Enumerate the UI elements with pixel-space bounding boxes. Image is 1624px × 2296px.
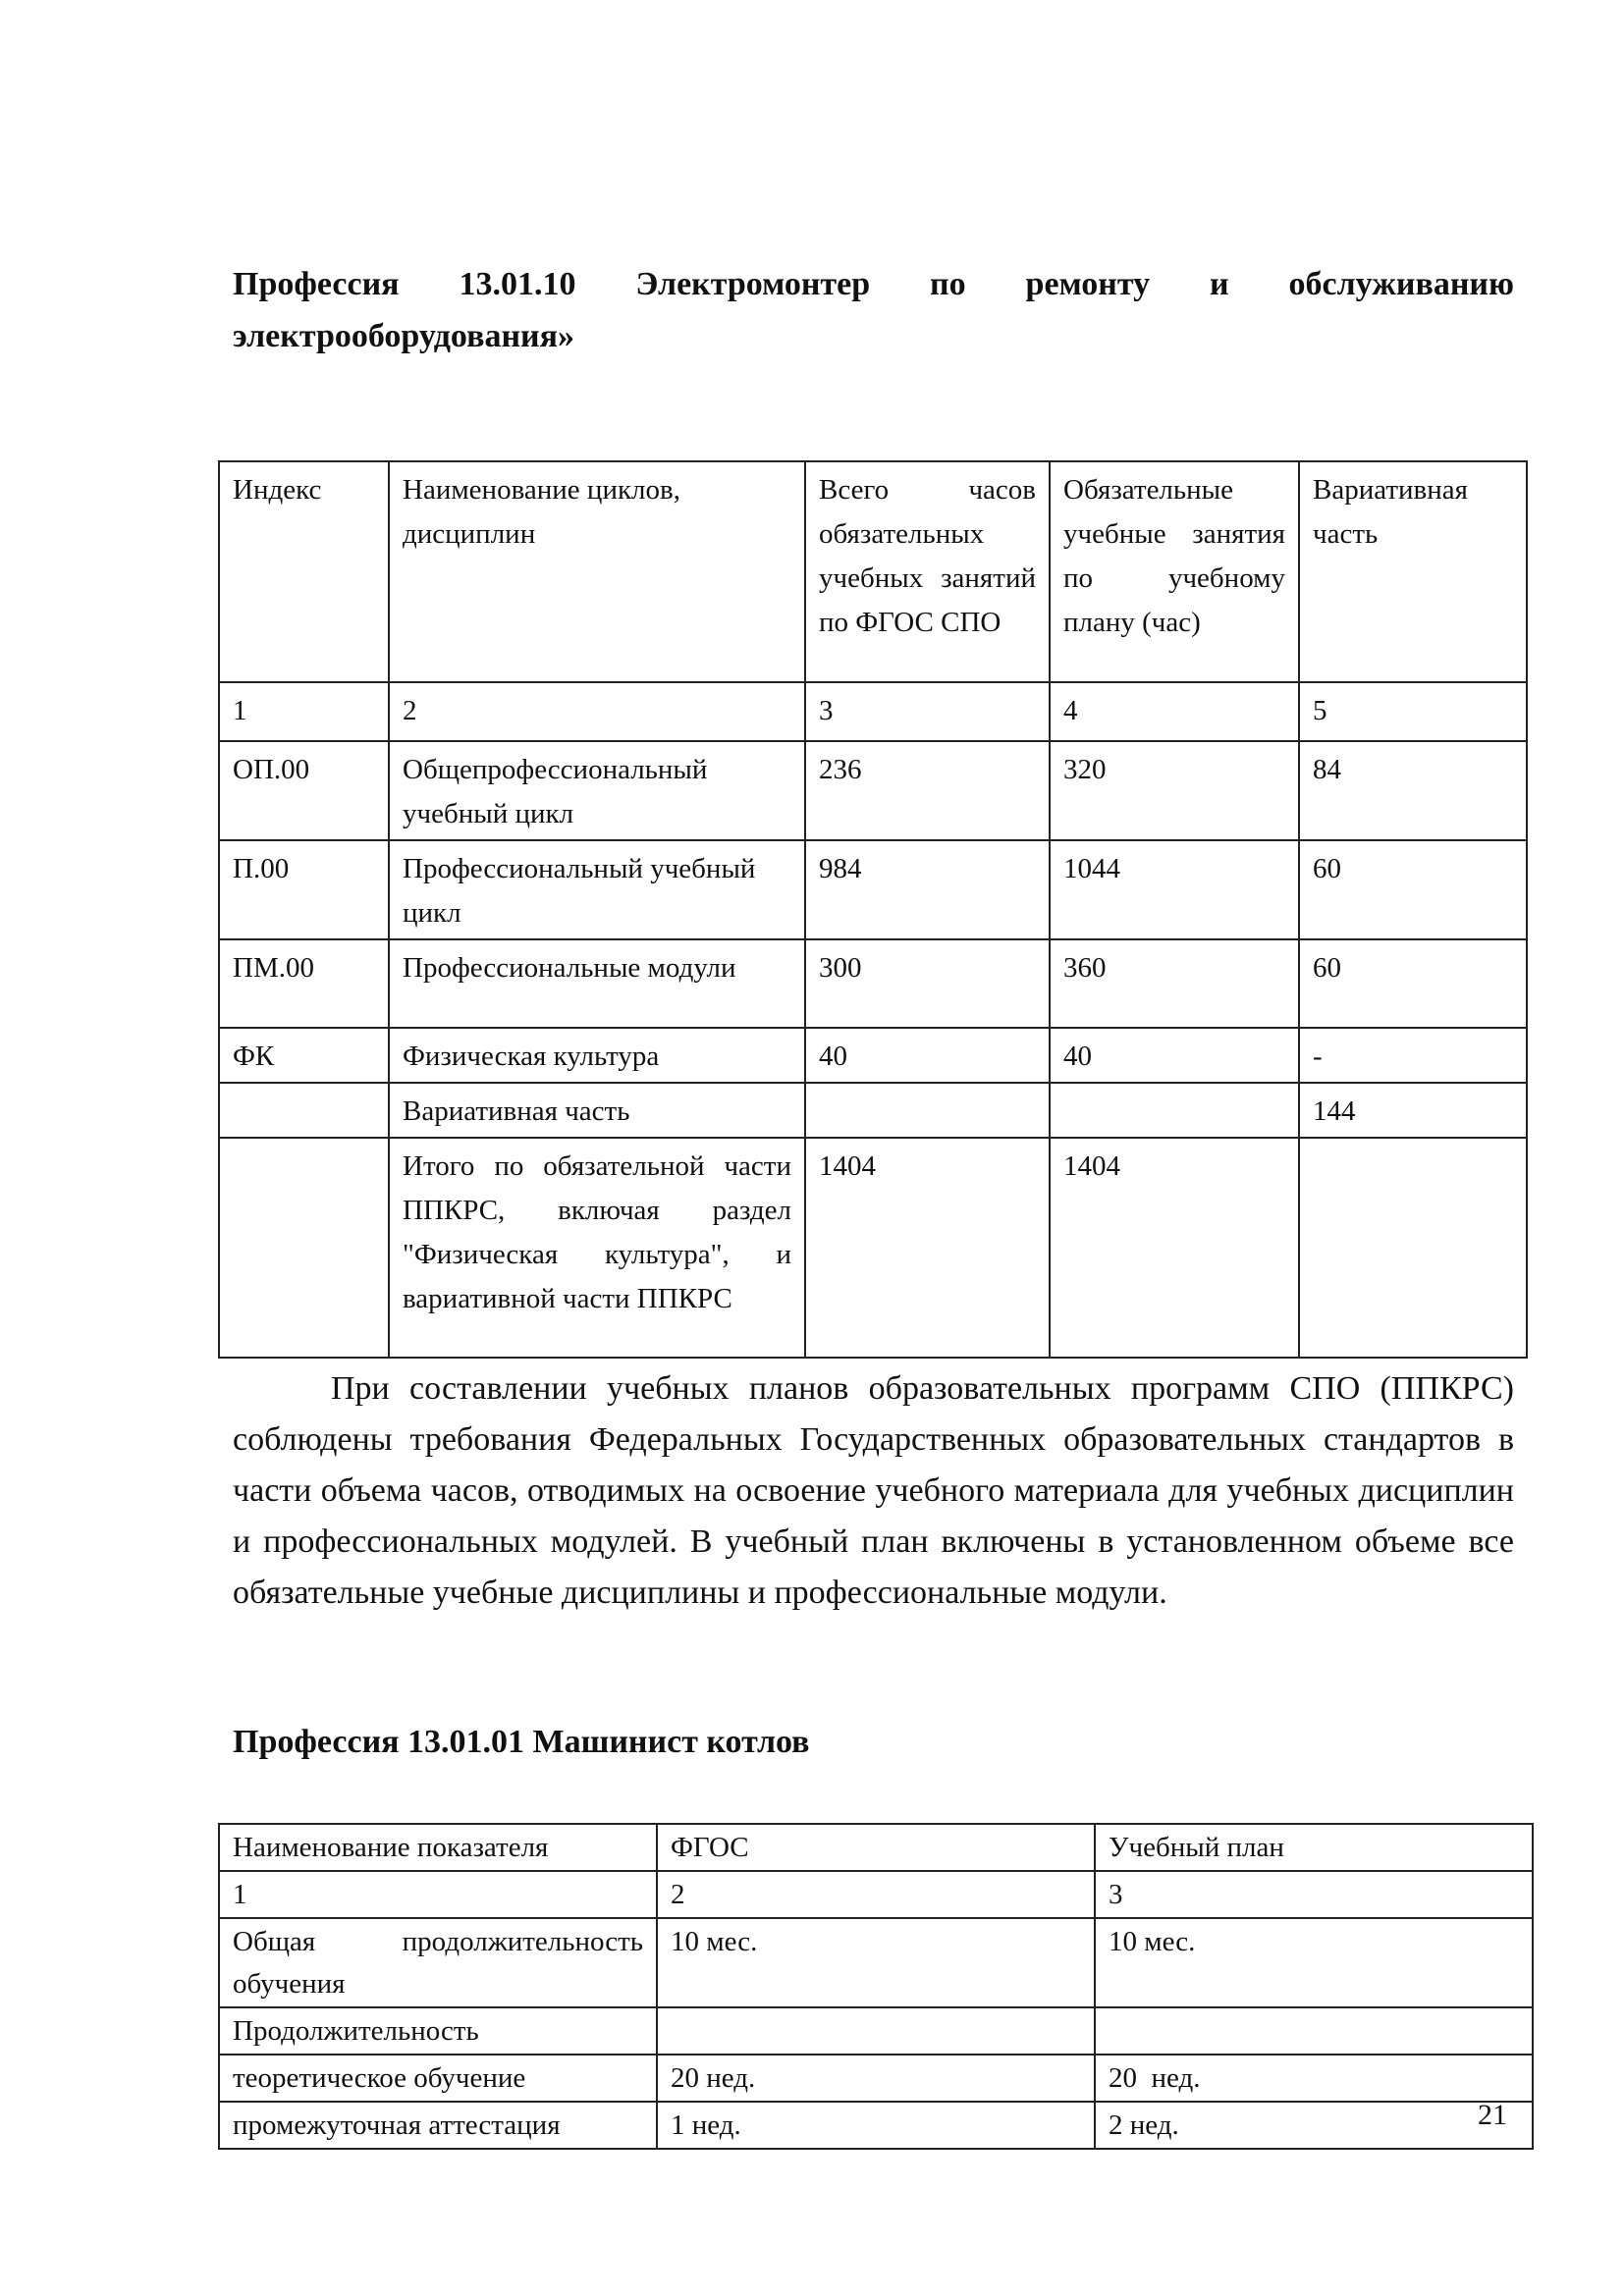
cell-fgos: 236 (805, 741, 1050, 840)
cell-index (219, 1138, 389, 1358)
table-row (219, 1028, 1527, 1083)
cell-name: Физическая культура (389, 1028, 805, 1083)
paragraph-text: При составлении учебных планов образовательных программ СПО (ППКРС) соблюдены требования Федеральных Государственных образовательных стандартов в части объема часов, отводимых на освоение учебного материала для учебных дисциплин и профессиональных модулей. В учебный план включены в установленном объеме все обязательные учебные дисциплины и профессиональные модули. (233, 1370, 1514, 1611)
section-heading-boiler-operator: Профессия 13.01.01 Машинист котлов (233, 1724, 810, 1760)
header-index: Индекс (219, 461, 389, 682)
page-number: 21 (1478, 2099, 1507, 2131)
table-number-row (219, 682, 1527, 741)
cell-plan: 1044 (1050, 840, 1299, 939)
cell-fgos: 10 мес. (657, 1918, 1095, 2007)
cell-variative: 60 (1299, 840, 1527, 939)
header-variative: Вариативная часть (1299, 461, 1527, 682)
table-row (219, 741, 1527, 840)
cell-plan: 2 нед. (1095, 2102, 1533, 2149)
column-number: 2 (657, 1871, 1095, 1918)
cell-index: ФК (219, 1028, 389, 1083)
cell-fgos (805, 1083, 1050, 1138)
cell-name: Профессиональные модули (389, 939, 805, 1028)
cell-fgos: 984 (805, 840, 1050, 939)
column-number: 3 (1095, 1871, 1533, 1918)
cell-variative (1299, 1138, 1527, 1358)
cell-name: Итого по обязательной части ППКРС, включая раздел "Физическая культура", и вариативной части ППКРС (389, 1138, 805, 1358)
cell-fgos: 40 (805, 1028, 1050, 1083)
table-number-row (219, 1871, 1533, 1918)
cell-variative: 60 (1299, 939, 1527, 1028)
cell-name: Вариативная часть (389, 1083, 805, 1138)
cell-variative: 144 (1299, 1083, 1527, 1138)
table-row (219, 1918, 1533, 2007)
section-heading-electrician: Профессия 13.01.10 Электромонтер по ремонту и обслуживанию (233, 266, 1514, 302)
header-plan-hours: Обязательные учебные занятия по учебному плану (час) (1050, 461, 1299, 682)
cell-plan: 1404 (1050, 1138, 1299, 1358)
cell-indicator: Общая продолжительность обучения (219, 1918, 657, 2007)
cell-index (219, 1083, 389, 1138)
column-number: 5 (1299, 682, 1527, 741)
cell-name: Общепрофессиональный учебный цикл (389, 741, 805, 840)
table-row (219, 2007, 1533, 2055)
cell-indicator: промежуточная аттестация (219, 2102, 657, 2149)
header-name: Наименование циклов, дисциплин (389, 461, 805, 682)
cell-plan: 40 (1050, 1028, 1299, 1083)
header-fgos: ФГОС (657, 1824, 1095, 1871)
header-plan: Учебный план (1095, 1824, 1533, 1871)
electrician-curriculum-table (218, 460, 1528, 1359)
cell-name: Профессиональный учебный цикл (389, 840, 805, 939)
cell-fgos: 1 нед. (657, 2102, 1095, 2149)
column-number: 3 (805, 682, 1050, 741)
column-number: 1 (219, 1871, 657, 1918)
cell-plan: 320 (1050, 741, 1299, 840)
table-row (219, 2055, 1533, 2102)
cell-index: ПМ.00 (219, 939, 389, 1028)
table-header-row (219, 461, 1527, 682)
header-fgos-hours: Всего часов обязательных учебных занятий по ФГОС СПО (805, 461, 1050, 682)
cell-indicator: Продолжительность (219, 2007, 657, 2055)
cell-plan (1095, 2007, 1533, 2055)
table-row-total (219, 1138, 1527, 1358)
cell-plan: 360 (1050, 939, 1299, 1028)
table-row (219, 939, 1527, 1028)
table-header-row (219, 1824, 1533, 1871)
cell-fgos: 300 (805, 939, 1050, 1028)
table-row (219, 1083, 1527, 1138)
table-row (219, 2102, 1533, 2149)
boiler-operator-table (218, 1823, 1534, 2150)
cell-variative: 84 (1299, 741, 1527, 840)
cell-variative: - (1299, 1028, 1527, 1083)
cell-index: П.00 (219, 840, 389, 939)
cell-fgos: 20 нед. (657, 2055, 1095, 2102)
cell-fgos: 1404 (805, 1138, 1050, 1358)
body-paragraph (233, 1363, 1514, 1619)
cell-indicator: теоретическое обучение (219, 2055, 657, 2102)
table-row (219, 840, 1527, 939)
cell-plan: 20 нед. (1095, 2055, 1533, 2102)
cell-fgos (657, 2007, 1095, 2055)
header-indicator: Наименование показателя (219, 1824, 657, 1871)
column-number: 2 (389, 682, 805, 741)
cell-index: ОП.00 (219, 741, 389, 840)
section-heading-electrician-cont: электрооборудования» (233, 318, 575, 354)
cell-plan: 10 мес. (1095, 1918, 1533, 2007)
cell-plan (1050, 1083, 1299, 1138)
column-number: 4 (1050, 682, 1299, 741)
column-number: 1 (219, 682, 389, 741)
